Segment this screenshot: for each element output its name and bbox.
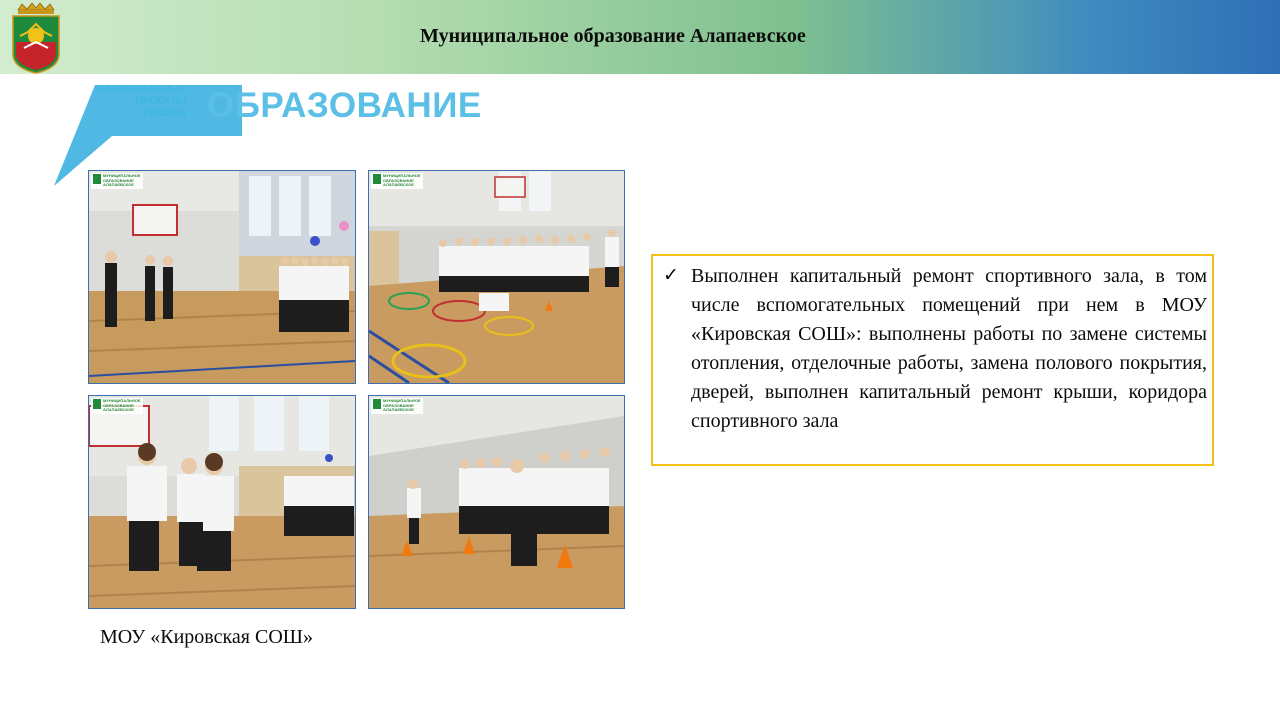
photo-running-girls	[88, 395, 356, 609]
photo-hoops-relay	[368, 170, 625, 384]
logo-small-text	[94, 84, 186, 120]
logo-line-3: РОССИИ	[142, 108, 186, 119]
page-title: Муниципальное образование Алапаевское	[420, 25, 806, 47]
check-icon: ✓	[663, 264, 679, 286]
logo-title: ОБРАЗОВАНИЕ	[207, 86, 482, 125]
photo-cones-exercise	[368, 395, 625, 609]
info-text: Выполнен капитальный ремонт спортивного зала, в том числе вспомогательных помещений при нем в МОУ «Кировская СОШ»: выполнены работы по замене системы отопления, отделочные работы, замена полового покрытия, дверей, выполнен капитальный ремонт крыши, коридора спортивного зала	[691, 265, 1207, 432]
info-box	[651, 254, 1214, 466]
school-caption: МОУ «Кировская СОШ»	[100, 626, 313, 648]
coat-of-arms-icon	[10, 2, 62, 74]
logo-line-1: НАЦИОНАЛЬНЫЕ	[96, 84, 186, 95]
photo-watermark: МУНИЦИПАЛЬНОЕ ОБРАЗОВАНИЕ АЛАПАЕВСКОЕ	[371, 398, 423, 414]
logo-line-2: ПРОЕКТЫ	[135, 96, 186, 107]
photo-watermark: МУНИЦИПАЛЬНОЕ ОБРАЗОВАНИЕ АЛАПАЕВСКОЕ	[371, 173, 423, 189]
photo-watermark: МУНИЦИПАЛЬНОЕ ОБРАЗОВАНИЕ АЛАПАЕВСКОЕ	[91, 173, 143, 189]
photo-watermark: МУНИЦИПАЛЬНОЕ ОБРАЗОВАНИЕ АЛАПАЕВСКОЕ	[91, 398, 143, 414]
photo-gym-ceremony	[88, 170, 356, 384]
